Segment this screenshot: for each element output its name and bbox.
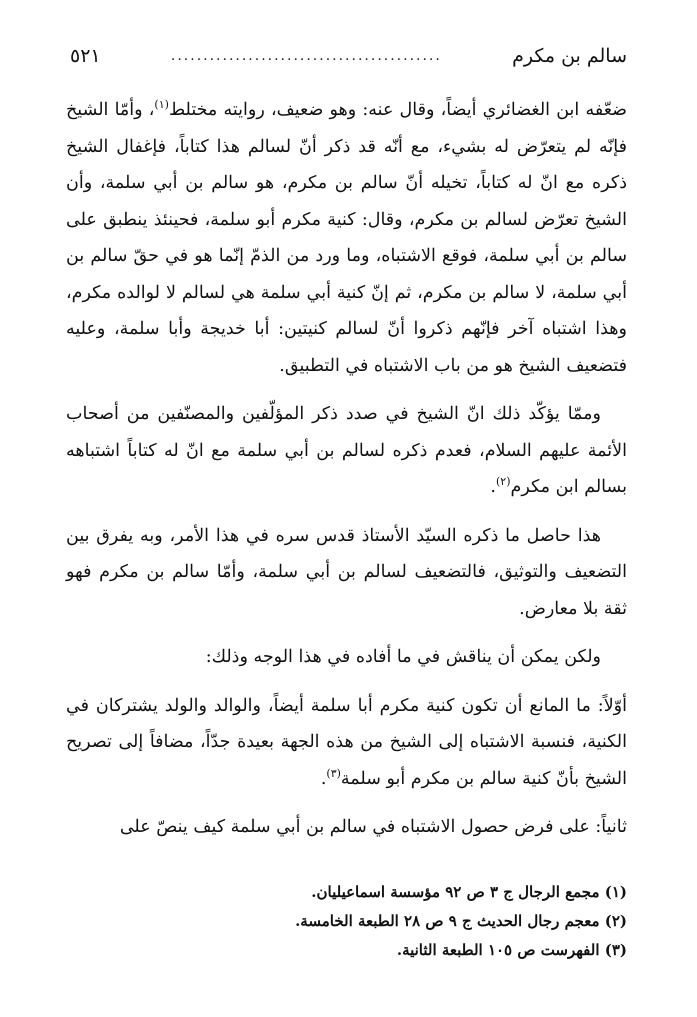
running-header-title: سالم بن مكرم	[512, 45, 627, 67]
running-header-dot-leader: ..........................................	[170, 48, 442, 64]
paragraph-2: وممّا يؤكّد ذلك انّ الشيخ في صدد ذكر المؤلّفين والمصنّفين من أصحاب الأئمة عليهم السلام، فعدم ذكره لسالم بن أبي سلمة مع انّ له كتاباً اشتباهه بسالم ابن مكرم$^{(٢)}$.	[66, 404, 627, 497]
body-text	[66, 92, 627, 858]
paragraph-4: ولكن يمكن أن يناقش في ما أفاده في هذا الوجه وذلك:	[205, 647, 601, 667]
footnote-ref-1: (١)	[154, 98, 169, 112]
footnotes	[66, 878, 627, 965]
running-header	[70, 40, 627, 72]
paragraph-1: ضعّفه ابن الغضائري أيضاً، وقال عنه: وهو ضعيف، روايته مختلط$^{(١)}$، وأمّا الشيخ فإنّه لم يتعرّض له بشيء، مع أنّه قد ذكر أنّ لسالم هذا كتاباً، فإغفال الشيخ ذكره مع انّ له كتاباً، تخيله أنّ سالم بن مكرم، هو سالم بن أبي سلمة، وأن الشيخ تعرّض لسالم بن مكرم، وقال: كنية مكرم أبو سلمة، فحينئذ ينطبق على سالم بن أبي سلمة، فوقع الاشتباه، وما ورد من الذمّ إنّما هو في حقّ سالم بن أبي سلمة، لا سالم بن مكرم، ثم إنّ كنية أبي سلمة هي لسالم لا لوالده مكرم، وهذا اشتباه آخر فإنّهم ذكروا أنّ لسالم كنيتين: أبا خديجة وأبا سلمة، وعليه فتضعيف الشيخ هو من باب الاشتباه في التطبيق.	[66, 98, 627, 376]
paragraph-3: هذا حاصل ما ذكره السيّد الأستاذ قدس سره في هذا الأمر، وبه يفرق بين التضعيف والتوثيق، فالتضعيف لسالم بن أبي سلمة، وأمّا سالم بن مكرم فهو ثقة بلا معارض.	[66, 525, 627, 619]
footnote-1: (١) مجمع الرجال ج ٣ ص ٩٢ مؤسسة اسماعيليان.	[311, 883, 627, 901]
footnote-3: (٣) الفهرست ص ١٠٥ الطبعة الثانية.	[396, 941, 627, 959]
page-number: ٥٢١	[70, 45, 101, 67]
footnote-ref-3: (٣)	[326, 766, 341, 780]
footnote-2: (٢) معجم رجال الحديث ج ٩ ص ٢٨ الطبعة الخامسة.	[295, 912, 627, 930]
paragraph-5: أوّلاً: ما المانع أن تكون كنية مكرم أبا سلمة أيضاً، والوالد والولد يشتركان في الكنية، فنسبة الاشتباه إلى الشيخ من هذه الجهة بعيدة جدّاً، مضافاً إلى تصريح الشيخ بأنّ كنية سالم بن مكرم أبو سلمة$^{(٣)}$.	[66, 695, 627, 789]
paragraph-6: ثانياً: على فرض حصول الاشتباه في سالم بن أبي سلمة كيف ينصّ على	[119, 817, 627, 837]
footnote-ref-2: (٢)	[495, 475, 511, 489]
